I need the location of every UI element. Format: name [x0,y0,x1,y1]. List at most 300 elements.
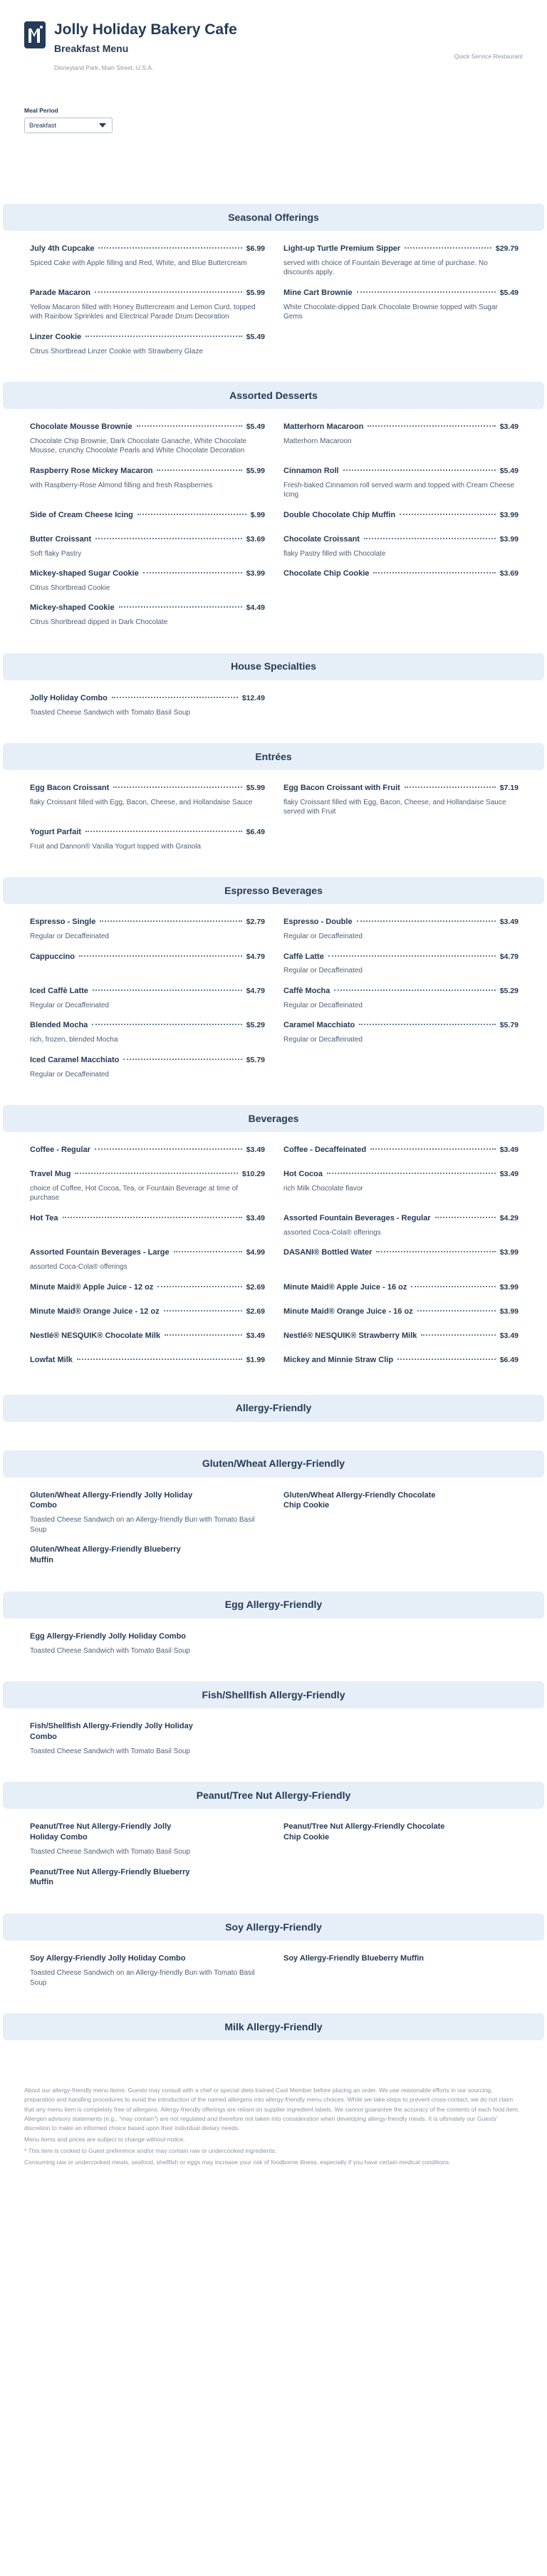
item-name: Side of Cream Cheese Icing [30,510,133,519]
item-header [30,1867,265,1889]
section-items [0,231,547,365]
item-price: $4.79 [246,986,265,995]
item-name: Egg Bacon Croissant [30,784,110,793]
item-price: $29.79 [495,244,519,253]
item-price: $3.49 [246,1213,265,1222]
section-spacer [0,2040,547,2069]
item-price: $4.79 [246,952,265,961]
menu-item [30,1247,265,1272]
item-price: $3.99 [499,1282,519,1292]
menu-item [283,1331,519,1345]
section-spacer [0,860,547,877]
item-price: $4.29 [499,1213,519,1222]
menu-item [283,422,519,456]
meal-period-control [0,70,547,204]
item-header [30,1055,265,1066]
item-grid [30,1721,523,1756]
item-header [30,917,265,928]
health-note: Consuming raw or undercooked meats, seafood, shellfish or eggs may increase your risk of foodborne illness, especially if you have certain medical conditions. [24,2159,451,2166]
menu-item [283,1282,519,1297]
menu-item [283,986,519,1010]
section-items [0,1809,547,1896]
dot-leader [95,538,242,539]
item-header [30,568,265,579]
dot-leader [143,572,242,573]
item-name: Gluten/Wheat Allergy-Friendly Blueberry Muffin [30,1545,181,1565]
dot-leader [123,1059,241,1060]
item-description: Matterhorn Macaroon [283,437,352,445]
menu-item [283,1020,519,1044]
section-specialties [0,653,547,743]
footer [0,2069,547,2167]
menu-item [30,603,265,627]
item-name: Coffee - Regular [30,1146,90,1154]
item-price: $12.49 [241,693,265,702]
item-name: Chocolate Croissant [283,534,360,544]
item-name: Minute Maid® Apple Juice - 12 oz [30,1282,154,1292]
item-price: $2.69 [246,1307,265,1316]
menu-item [283,1169,519,1203]
item-name: Assorted Fountain Beverages - Large [30,1248,170,1257]
item-header [30,1544,265,1566]
item-header [30,1169,265,1180]
item-price: $3.99 [499,1307,519,1316]
item-description: Spiced Cake with Apple filling and Red, White, and Blue Buttercream [30,259,247,267]
item-header [283,534,519,545]
item-header [30,1247,265,1258]
item-name: Peanut/Tree Nut Allergy-Friendly Jolly Holiday Combo [30,1822,172,1842]
item-price: $5.99 [246,288,265,297]
item-name: Caffè Latte [283,952,324,961]
item-name: Yogurt Parfait [30,827,81,836]
item-header [30,1331,265,1341]
item-header [283,1355,519,1366]
item-description: Regular or Decaffeinated [30,1001,109,1009]
section-title: Fish/Shellfish Allergy-Friendly [3,1681,544,1708]
item-name: Iced Caramel Macchiato [30,1055,120,1064]
item-price: $3.49 [499,1170,519,1178]
item-name: July 4th Cupcake [30,244,95,253]
dot-leader [373,572,495,573]
item-price: $3.99 [499,510,519,519]
menu-item [283,1355,519,1369]
item-description: Fresh-baked Cinnamon roll served warm and topped with Cream Cheese Icing [283,481,515,499]
section-spacer [0,1996,547,2013]
section-title: Espresso Beverages [3,877,544,904]
menu-item [283,1213,519,1237]
item-price: $3.69 [499,569,519,578]
item-header [30,952,265,962]
item-header [283,288,519,298]
item-name: Iced Caffè Latte [30,986,88,995]
item-header [30,1631,265,1642]
menu-item [30,534,265,559]
section-items [0,1132,547,1378]
item-header [30,534,265,545]
menu-item [283,783,519,817]
item-name: Soy Allergy-Friendly Jolly Holiday Combo [30,1954,186,1963]
menu-item [30,1020,265,1044]
dot-leader [157,1286,241,1287]
location-text: Disneyland Park, Main Street, U.S.A. [54,63,154,71]
item-price: $5.29 [499,986,519,995]
dot-leader [357,920,496,922]
item-header [283,1331,519,1341]
menu-item [30,466,265,500]
dot-leader [405,786,496,788]
section-seasonal [0,204,547,382]
section-title: Gluten/Wheat Allergy-Friendly [3,1450,544,1477]
dot-leader [113,786,241,788]
dot-leader [165,1334,242,1336]
item-grid [30,1490,523,1566]
menu-item [30,986,265,1010]
item-grid [30,917,523,1079]
item-description: Toasted Cheese Sandwich with Tomato Basil Soup [30,1747,190,1755]
item-name: Coffee - Decaffeinated [283,1146,367,1154]
section-fish [0,1681,547,1782]
menu-item [30,1331,265,1345]
menu-item [283,1145,519,1159]
item-header [283,510,519,521]
dot-leader [137,514,246,515]
section-spacer [0,1088,547,1105]
item-header [30,986,265,997]
menu-item [30,1721,265,1756]
title-block [54,21,237,72]
meal-period-label: Meal Period [24,107,58,114]
meal-period-select[interactable] [24,118,113,133]
item-header [30,1953,265,1964]
menu-item [30,1355,265,1369]
item-price: $5.79 [499,1021,519,1030]
item-description: rich, frozen, blended Mocha [30,1036,118,1044]
item-header [283,1145,519,1155]
item-header [30,1822,265,1843]
cooking-note: * This item is cooked to Guest preference and/or may contain raw or undercooked ingredients. [24,2147,277,2155]
menu-item [30,1867,265,1889]
item-name: Cappuccino [30,952,75,961]
item-description: Chocolate Chip Brownie, Dark Chocolate Ganache, White Chocolate Mousse, crunchy Chocolate Pearls and White Chocolate Decoration [30,437,247,455]
dot-leader [364,538,496,539]
section-spacer [0,1574,547,1591]
item-header [30,1020,265,1031]
dot-leader [75,1173,237,1174]
item-header [30,783,265,794]
section-soy [0,1913,547,2013]
item-header [283,1307,519,1317]
item-name: Linzer Cookie [30,332,82,341]
item-name: Butter Croissant [30,534,92,544]
menu-item [30,288,265,322]
item-name: Peanut/Tree Nut Allergy-Friendly Blueberry Muffin [30,1867,190,1887]
item-header [283,466,519,477]
item-name: Mine Cart Brownie [283,288,353,297]
menu-item [30,244,265,278]
item-grid [30,244,523,356]
item-name: Mickey-shaped Sugar Cookie [30,569,139,578]
item-description: Citrus Shortbread Cookie [30,583,110,592]
dot-leader [400,514,496,515]
dot-leader [435,1217,496,1218]
menu-item [283,244,519,278]
item-name: Espresso - Single [30,918,96,927]
menu-item [283,534,519,559]
section-egg [0,1591,547,1681]
item-name: Cinnamon Roll [283,466,339,475]
section-entrees [0,743,547,877]
item-price: $3.69 [246,534,265,544]
item-grid [30,693,523,717]
item-description: with Raspberry-Rose Almond filling and fresh Raspberries [30,481,213,489]
dot-leader [357,291,496,293]
item-description: Regular or Decaffeinated [283,967,363,975]
item-price: $3.49 [499,422,519,432]
item-header [30,510,265,521]
item-header [30,827,265,838]
dot-leader [327,1173,496,1174]
menu-item [30,510,265,524]
item-header [30,466,265,477]
section-spacer [0,726,547,743]
item-price: $3.49 [246,1146,265,1154]
item-price: $6.99 [246,244,265,253]
dot-leader [63,1217,242,1218]
item-description: Regular or Decaffeinated [283,1001,363,1009]
item-name: Hot Tea [30,1213,58,1222]
menu-item [30,1544,265,1566]
dot-leader [376,1251,495,1252]
dot-leader [85,336,242,337]
section-title: House Specialties [3,653,544,680]
item-name: Raspberry Rose Mickey Macaron [30,466,153,475]
item-header [30,244,265,254]
item-header [30,1282,265,1293]
dot-leader [368,425,495,427]
restaurant-name: Jolly Holiday Bakery Cafe [54,21,237,38]
item-description: rich Milk Chocolate flavor [283,1184,363,1193]
item-name: Matterhorn Macaroon [283,422,364,432]
menu-item [283,568,519,593]
item-header [283,244,519,254]
dot-leader [92,1024,241,1025]
item-header [30,1213,265,1224]
menu-item [30,693,265,717]
section-title: Peanut/Tree Nut Allergy-Friendly [3,1782,544,1809]
dot-leader [79,955,242,957]
section-espresso [0,877,547,1105]
dot-leader [95,1148,242,1150]
section-spacer [0,636,547,653]
item-grid [30,1145,523,1369]
menu-item [30,952,265,976]
item-name: Fish/Shellfish Allergy-Friendly Jolly Holiday Combo [30,1722,193,1742]
menu-item [283,1822,519,1856]
menu-item [283,1953,519,1988]
item-name: Chocolate Chip Cookie [283,569,370,578]
menu-item [283,510,519,524]
menu-sections [0,204,547,2069]
item-price: $4.49 [246,603,265,613]
menu-item [30,1822,265,1856]
item-header [30,332,265,343]
menu-item [30,1631,265,1656]
item-description: assorted Coca-Cola® offerings [283,1228,381,1237]
section-title: Assorted Desserts [3,382,544,409]
menu-item [283,952,519,976]
item-price: $.99 [250,510,265,519]
item-header [283,917,519,928]
item-price: $6.49 [246,827,265,836]
menu-item [30,1490,265,1535]
menu-item [30,1145,265,1159]
item-price: $5.49 [246,422,265,432]
item-header [30,288,265,298]
item-description: Toasted Cheese Sandwich with Tomato Basil Soup [30,1848,190,1856]
allergy-disclaimer: About our allergy-friendly menu items: Guests may consult with a chef or special diets trained Cast Member before placing an order. We use reasonable efforts in our sourcing, preparation and handling procedures to avoid the introduction of the named allergens into allergy-friendly menu choices. While we take steps to prevent cross-contact, we do not claim that any menu item is completely free of allergens. Allergy-friendly offerings are reliant on supplier ingredient labels. We cannot guarantee the accuracy of the contents of each food item. Allergen advisory statements (e.g., "may contain") are not regulated and therefore not taken into consideration when developing allergy-friendly meals. It is ultimately our Guests' discretion to make an informed choice based upon their individual dietary needs. [24,2087,520,2131]
item-price: $4.79 [499,952,519,961]
item-header [283,1490,519,1512]
item-header [30,422,265,432]
item-price: $5.79 [246,1055,265,1064]
item-description: Regular or Decaffeinated [30,933,109,941]
section-peanut [0,1782,547,1913]
item-description: served with choice of Fountain Beverage at time of purchase. No discounts apply. [283,259,488,277]
section-items [0,1619,547,1664]
section-title: Milk Allergy-Friendly [3,2013,544,2040]
item-name: Gluten/Wheat Allergy-Friendly Jolly Holiday Combo [30,1490,193,1510]
section-title: Soy Allergy-Friendly [3,1913,544,1941]
item-price: $10.29 [241,1170,265,1178]
item-description: Yellow Macaron filled with Honey Buttercream and Lemon Curd, topped with Rainbow Sprinkles and Electrical Parade Drum Decoration [30,303,256,321]
menu-item [283,917,519,941]
item-description: Regular or Decaffeinated [283,1036,363,1044]
item-name: Mickey-shaped Cookie [30,603,115,613]
menu-item [30,1307,265,1321]
section-allergy [0,1395,547,1450]
item-description: Toasted Cheese Sandwich with Tomato Basil Soup [30,1646,190,1655]
item-price: $3.99 [499,534,519,544]
item-name: DASANI® Bottled Water [283,1248,373,1257]
item-header [283,1247,519,1258]
item-name: Parade Macaron [30,288,90,297]
item-name: Light-up Turtle Premium Sipper [283,244,401,253]
dot-leader [328,955,496,957]
menu-item [30,1953,265,1988]
item-price: $5.49 [499,288,519,297]
item-description: choice of Coffee, Hot Cocoa, Tea, or Fountain Beverage at time of purchase [30,1184,239,1203]
item-header [30,1490,265,1512]
menu-item [283,288,519,322]
item-description: Citrus Shortbread dipped in Dark Chocolate [30,618,168,627]
item-description: assorted Coca-Cola® offerings [30,1263,127,1272]
item-grid [30,783,523,851]
item-name: Peanut/Tree Nut Allergy-Friendly Chocolate Chip Cookie [283,1822,445,1842]
item-grid [30,1953,523,1988]
item-description: flaky Pastry filled with Chocolate [283,549,386,558]
item-price: $1.99 [246,1355,265,1364]
dot-leader [334,990,495,991]
service-type: Quick Service Restaurant [454,53,523,60]
dot-leader [421,1334,495,1336]
item-header [30,693,265,704]
section-title: Allergy-Friendly [3,1395,544,1422]
item-name: Hot Cocoa [283,1170,323,1178]
section-spacer [0,1378,547,1395]
item-header [30,1355,265,1366]
dot-leader [77,1359,242,1360]
item-price: $5.49 [246,332,265,341]
menu-item [283,1490,519,1535]
meal-period-value: Breakfast [29,122,57,130]
item-price: $5.29 [246,1021,265,1030]
menu-item [30,422,265,456]
pricing-note: Menu items and prices are subject to change without notice. [24,2136,185,2144]
section-spacer [0,1664,547,1681]
section-title: Egg Allergy-Friendly [3,1591,544,1619]
item-description: White Chocolate-dipped Dark Chocolate Brownie topped with Sugar Gems [283,303,498,321]
section-beverages [0,1105,547,1395]
section-desserts [0,382,547,653]
menu-item [30,917,265,941]
menu-item [30,783,265,817]
item-price: $5.99 [246,466,265,475]
menu-item [30,1213,265,1237]
item-price: $5.99 [246,784,265,793]
section-gluten [0,1450,547,1591]
menu-item [30,568,265,593]
item-name: Minute Maid® Apple Juice - 16 oz [283,1282,407,1292]
item-name: Lowfat Milk [30,1355,73,1364]
item-header [30,1307,265,1317]
item-description: Toasted Cheese Sandwich on an Allergy-friendly Bun with Tomato Basil Soup [30,1516,255,1534]
item-header [283,422,519,432]
item-name: Espresso - Double [283,918,353,927]
item-price: $3.49 [499,1331,519,1340]
item-price: $3.99 [499,1248,519,1257]
item-description: Regular or Decaffeinated [283,933,363,941]
section-spacer [0,1422,547,1450]
item-name: Mickey and Minnie Straw Clip [283,1355,394,1364]
item-price: $3.49 [499,1146,519,1154]
dot-leader [164,1310,242,1312]
item-name: Nestlé® NESQUIK® Strawberry Milk [283,1331,417,1340]
item-name: Chocolate Mousse Brownie [30,422,132,432]
section-spacer [0,365,547,382]
item-price: $7.19 [499,784,519,793]
section-title: Seasonal Offerings [3,204,544,231]
dot-leader [370,1148,496,1150]
item-name: Nestlé® NESQUIK® Chocolate Milk [30,1331,161,1340]
item-description: Toasted Cheese Sandwich with Tomato Basil Soup [30,708,190,717]
item-header [283,1213,519,1224]
dot-leader [405,247,491,249]
dot-leader [93,990,242,991]
item-header [283,1020,519,1031]
item-name: Gluten/Wheat Allergy-Friendly Chocolate Chip Cookie [283,1490,436,1510]
item-price: $4.99 [246,1248,265,1257]
menu-item [283,1247,519,1272]
section-items [0,409,547,636]
dot-leader [343,469,496,471]
dot-leader [95,291,242,293]
dot-leader [417,1310,496,1312]
section-spacer [0,1765,547,1782]
item-header [283,1169,519,1180]
item-name: Caramel Macchiato [283,1021,355,1030]
section-items [0,770,547,860]
item-price: $2.79 [246,918,265,927]
